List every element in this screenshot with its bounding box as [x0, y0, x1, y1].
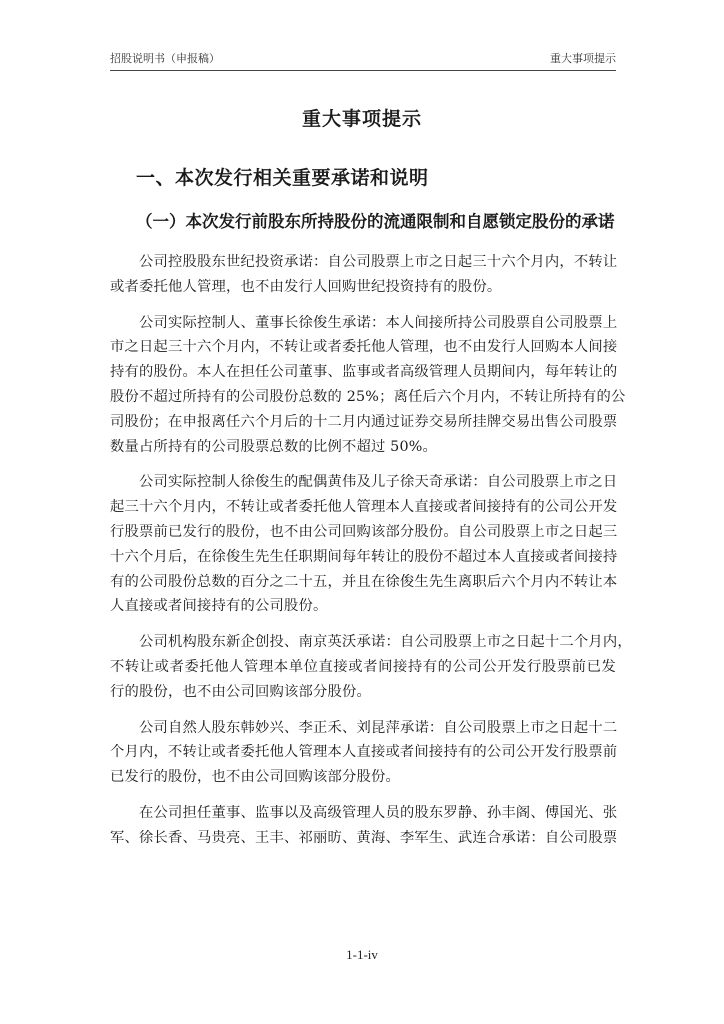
text-line: 行股票前已发行的股份，也不由公司回购该部分股份。自公司股票上市之日起三: [110, 523, 618, 540]
text-line: 有的公司股份总数的百分之二十五，并且在徐俊生先生离职后六个月内不转让本: [110, 573, 618, 590]
section-heading: 一、本次发行相关重要承诺和说明: [136, 167, 429, 189]
text-line: 军、徐长香、马贵亮、王丰、祁丽昉、黄海、李军生、武连合承诺：自公司股票: [110, 829, 618, 846]
text-line: 持有的股份。本人在担任公司董事、监事或者高级管理人员期间内，每年转让的: [110, 364, 618, 381]
paragraph-spouse-and-son: [110, 470, 616, 619]
body-text: [110, 250, 632, 862]
text-line: 公司实际控制人徐俊生的配偶黄伟及儿子徐天奇承诺：自公司股票上市之日: [139, 474, 618, 491]
page-number: 1-1-iv: [346, 947, 378, 962]
text-line: 不转让或者委托他人管理本单位直接或者间接持有的公司公开发行股票前已发: [110, 658, 616, 675]
text-line: 行的股份，也不由公司回购该部分股份。: [110, 683, 371, 700]
header-section-name: 重大事项提示: [550, 52, 616, 65]
header-divider: [110, 70, 616, 71]
paragraph-actual-controller: [110, 311, 626, 460]
text-line: 在公司担任董事、监事以及高级管理人员的股东罗静、孙丰阁、傅国光、张: [139, 804, 618, 821]
page-title: 重大事项提示: [301, 108, 422, 130]
text-line: 公司自然人股东韩妙兴、李正禾、刘昆萍承诺：自公司股票上市之日起十二: [139, 719, 618, 736]
text-line: 已发行的股份，也不由公司回购该部分股份。: [110, 769, 400, 786]
text-line: 数量占所持有的公司股票总数的比例不超过 50%。: [110, 438, 438, 455]
text-line: 市之日起三十六个月内，不转让或者委托他人管理，也不由发行人回购本人间接: [110, 339, 618, 356]
subsection-heading: （一）本次发行前股东所持股份的流通限制和自愿锁定股份的承诺: [136, 212, 615, 231]
text-line: 或者委托他人管理，也不由发行人回购世纪投资持有的股份。: [110, 278, 502, 295]
text-line: 公司实际控制人、董事长徐俊生承诺：本人间接所持公司股票自公司股票上: [139, 314, 618, 331]
paragraph-institutional-shareholders: [110, 630, 632, 704]
text-line: 十六个月后，在徐俊生先生任职期间每年转让的股份不超过本人直接或者间接持: [110, 548, 618, 565]
text-line: 股份不超过所持有的公司股份总数的 25%；离任后六个月内，不转让所持有的公: [110, 388, 626, 405]
text-line: 个月内，不转让或者委托他人管理本人直接或者间接持有的公司公开发行股票前: [110, 744, 618, 761]
text-line: 公司控股股东世纪投资承诺：自公司股票上市之日起三十六个月内，不转让: [139, 254, 618, 270]
running-header: [110, 50, 616, 68]
text-line: 人直接或者间接持有的公司股份。: [110, 598, 328, 615]
text-line: 起三十六个月内，不转让或者委托他人管理本人直接或者间接持有的公司公开发: [110, 499, 618, 516]
paragraph-individual-shareholders: [110, 716, 616, 790]
paragraph-directors-supervisors: [110, 801, 616, 851]
paragraph-controlling-shareholder: [110, 250, 616, 300]
text-line: 公司机构股东新企创投、南京英沃承诺：自公司股票上市之日起十二个月内，: [139, 634, 632, 651]
header-document-name: 招股说明书（申报稿）: [110, 52, 220, 65]
text-line: 司股份；在申报离任六个月后的十二月内通过证券交易所挂牌交易出售公司股票: [110, 413, 618, 430]
